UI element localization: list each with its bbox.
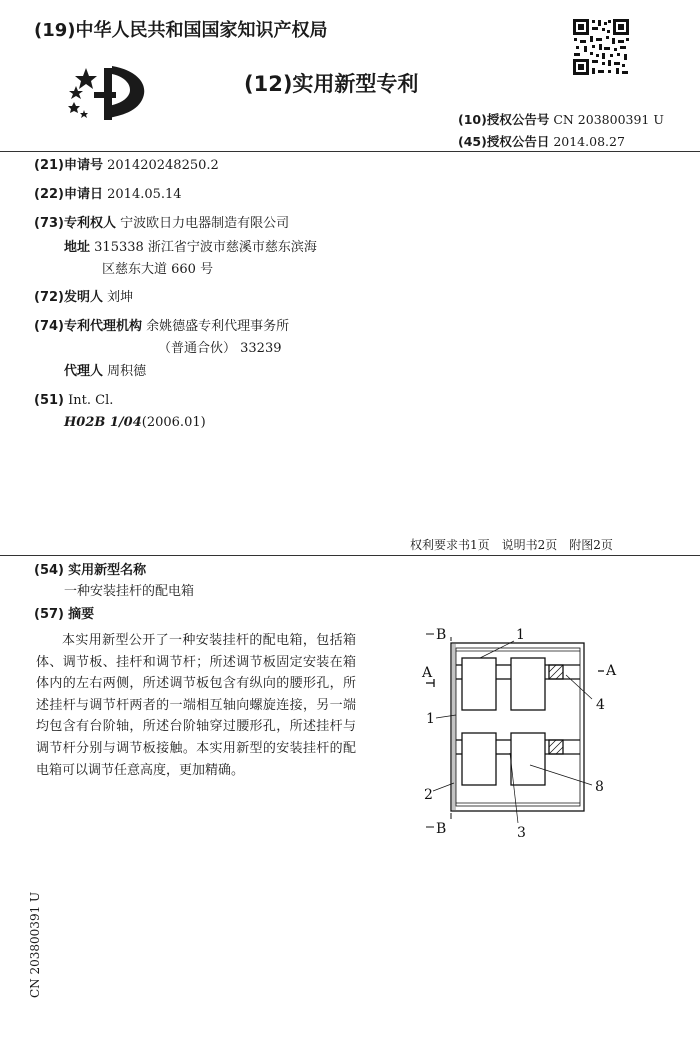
figure-label-4: 4 <box>596 697 605 713</box>
figure-label-b-top: B <box>436 627 447 643</box>
ipc-code: (51) <box>34 393 64 408</box>
field-agent <box>64 364 146 380</box>
office-name: 中华人民共和国国家知识产权局 <box>75 20 328 41</box>
figure-label-a-left: A <box>422 665 433 681</box>
figure-label-a-right: A <box>606 663 617 679</box>
figure-box-inner <box>456 648 580 806</box>
cnipa-logo-icon <box>64 62 156 122</box>
pub-number-line <box>458 110 664 128</box>
agency-line1: 余姚德盛专利代理事务所 <box>146 319 290 334</box>
figure-box-outer <box>451 643 584 811</box>
app-no-value: 201420248250.2 <box>107 158 219 173</box>
figure-label-8: 8 <box>595 779 604 795</box>
figure-label-3: 3 <box>517 825 526 841</box>
office-code: (19) <box>34 20 76 41</box>
ipc-label: Int. Cl. <box>68 393 114 408</box>
figure-block-4 <box>511 733 545 785</box>
inventor-label: 发明人 <box>63 290 103 305</box>
field-ipc <box>34 393 113 409</box>
inventor-code: (72) <box>34 290 64 305</box>
field-patentee <box>34 216 289 232</box>
pub-date-label: 授权公告日 <box>486 134 550 149</box>
figure-block-2 <box>511 658 545 710</box>
figure-label-2: 2 <box>424 787 433 803</box>
side-publication-number: CN 203800391 U <box>28 891 42 998</box>
filing-date-label: 申请日 <box>63 187 103 202</box>
address-label: 地址 <box>64 240 91 255</box>
title-label: 实用新型名称 <box>68 563 147 578</box>
ipc-version: (2006.01) <box>141 415 206 430</box>
field-app-no <box>34 158 219 174</box>
app-no-code: (21) <box>34 158 64 173</box>
header-divider <box>0 151 700 152</box>
agency-line2: （普通合伙） 33239 <box>158 341 282 356</box>
figure-block-1 <box>462 658 496 710</box>
pub-date-line <box>458 132 625 150</box>
doc-kind-code: (12) <box>244 72 293 96</box>
field-inventor <box>34 290 133 306</box>
pub-date-code: (45) <box>458 134 487 149</box>
doc-kind <box>244 68 418 98</box>
doc-kind-text: 实用新型专利 <box>292 72 419 96</box>
field-address <box>64 240 317 256</box>
field-ipc-class <box>64 415 206 431</box>
pub-date: 2014.08.27 <box>553 134 625 149</box>
pub-number-code: (10) <box>458 112 487 127</box>
filing-date-value: 2014.05.14 <box>107 187 182 202</box>
abstract-code: (57) <box>34 607 64 622</box>
patentee-value: 宁波欧日力电器制造有限公司 <box>120 216 290 231</box>
agent-value: 周积德 <box>107 364 147 379</box>
agency-label: 专利代理机构 <box>63 319 142 334</box>
abstract-heading <box>34 607 94 623</box>
title-heading <box>34 563 146 579</box>
figure-label-1-left: 1 <box>426 711 435 727</box>
figure-block-3 <box>462 733 496 785</box>
patentee-code: (73) <box>34 216 64 231</box>
abstract-label: 摘要 <box>68 607 95 622</box>
page-counts: 权利要求书1页 说明书2页 附图2页 <box>410 538 613 552</box>
agent-label: 代理人 <box>64 364 104 379</box>
app-no-label: 申请号 <box>63 158 103 173</box>
abstract-figure <box>410 615 620 850</box>
counts-divider <box>0 555 700 556</box>
figure-label-1-top: 1 <box>516 627 525 643</box>
office-header <box>34 16 328 42</box>
filing-date-code: (22) <box>34 187 64 202</box>
title-code: (54) <box>34 563 64 578</box>
patentee-label: 专利权人 <box>63 216 116 231</box>
pub-number: CN 203800391 U <box>553 112 664 127</box>
ipc-class: H02B 1/04 <box>64 415 142 430</box>
field-agency <box>34 319 289 335</box>
inventor-value: 刘坤 <box>107 290 134 305</box>
title-value: 一种安装挂杆的配电箱 <box>64 584 195 599</box>
address-line1: 315338 浙江省宁波市慈溪市慈东滨海 <box>94 240 317 255</box>
abstract-text: 本实用新型公开了一种安装挂杆的配电箱，包括箱体、调节板、挂杆和调节杆；所述调节板固定安装在箱体内的左右两侧，所述调节板包含有纵向的腰形孔，所述挂杆与调节杆两者的一端相互轴向螺旋连接，另一端均包含有台阶轴，所述台阶轴穿过腰形孔，所述挂杆与调节杆分别与调节板接触。本实用新型的安装挂杆的配电箱可以调节任意高度，更加精确。 <box>36 633 356 778</box>
field-filing-date <box>34 187 182 203</box>
agency-code: (74) <box>34 319 64 334</box>
pub-number-label: 授权公告号 <box>486 112 550 127</box>
figure-label-b-bottom: B <box>436 821 447 837</box>
qr-code-icon <box>572 18 630 76</box>
address-line2: 区慈东大道 660 号 <box>102 262 214 277</box>
